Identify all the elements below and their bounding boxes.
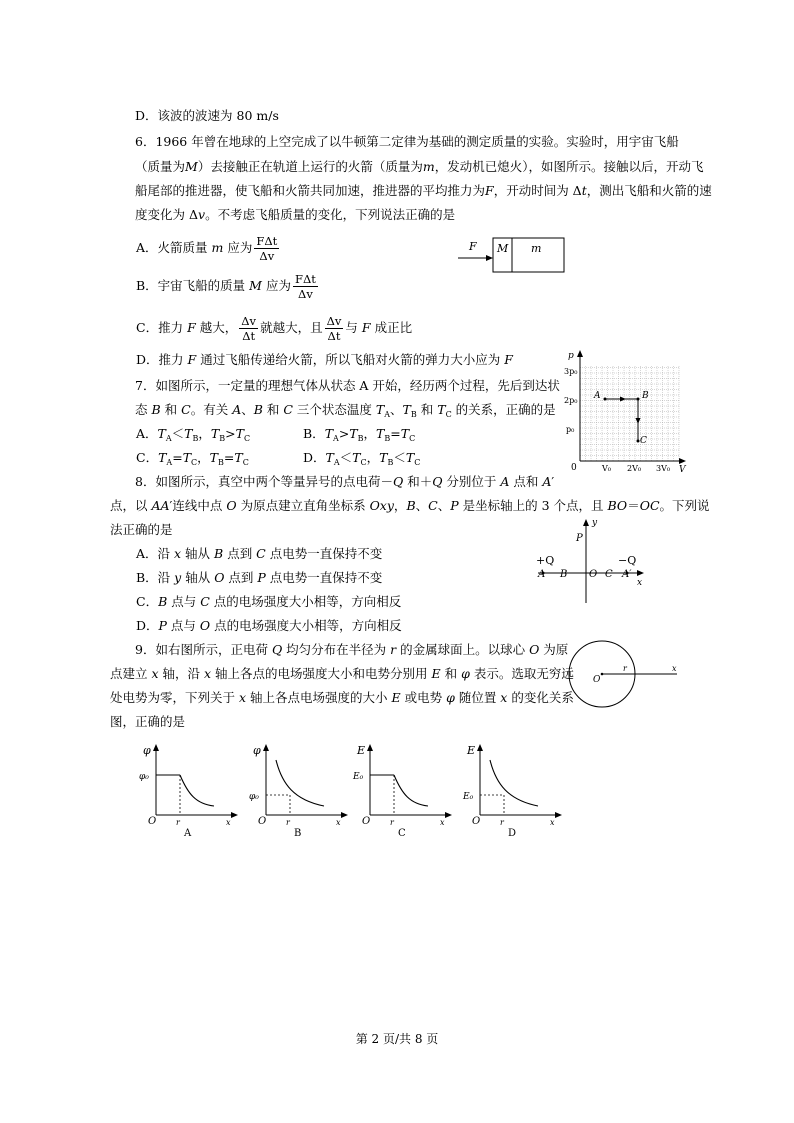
p-axis-label: p xyxy=(568,351,574,361)
minus-q-label: −Q xyxy=(618,554,637,567)
b-label: B xyxy=(560,569,568,580)
r-label: r xyxy=(500,818,504,827)
y-axis-arrow xyxy=(263,744,269,751)
curve-decay xyxy=(276,760,324,806)
q6-line4: 度变化为 Δv。不考虑飞船质量的变化，下列说法正确的是 xyxy=(135,207,456,222)
x-axis-arrow xyxy=(445,812,452,818)
y-label: y xyxy=(592,518,598,528)
origin-label: O xyxy=(148,816,157,827)
x-axis-arrow xyxy=(637,570,644,576)
q8-option-c: C．B 点与 C 点的电场强度大小相等，方向相反 xyxy=(136,594,402,609)
q7-line1: 7．如图所示，一定量的理想气体从状态 A 开始，经历两个过程，先后到达状 xyxy=(135,378,560,393)
graph-label: C xyxy=(398,828,406,839)
process-bc-arrow xyxy=(636,418,641,424)
curve-decay xyxy=(490,760,538,806)
a-label: A xyxy=(538,569,546,580)
x-label: x xyxy=(336,818,341,827)
q8-line3: 法正确的是 xyxy=(110,522,173,537)
tick-3v0: 3V₀ xyxy=(656,464,671,473)
q7-option-b: B．$T_A>T_B$，$T_B=T_C$ xyxy=(303,426,416,443)
page-footer: 第 2 页/共 8 页 xyxy=(355,1032,439,1046)
x-label: x xyxy=(550,818,555,827)
x-axis-arrow xyxy=(341,812,348,818)
a-prime-label: A′ xyxy=(622,569,632,580)
x-label: x xyxy=(672,664,677,673)
fraction: $\frac{\Delta v}{\Delta t}$ xyxy=(326,314,342,343)
mark-label: φ₀ xyxy=(249,792,259,802)
process-ab-arrow xyxy=(620,397,626,402)
answer-graph-a xyxy=(138,742,248,840)
fraction: $\frac{\text{FΔt}}{\Delta v}$ xyxy=(294,272,316,301)
y-axis-arrow xyxy=(583,519,589,526)
q8-figure-charges xyxy=(530,515,650,607)
q7-figure-pv-diagram xyxy=(560,348,690,474)
x-axis-arrow xyxy=(231,812,238,818)
mark-label: E₀ xyxy=(463,792,474,802)
y-label: E xyxy=(467,744,476,757)
x-label: x xyxy=(440,818,445,827)
plus-q-label: +Q xyxy=(536,554,555,567)
p-label: P xyxy=(576,533,583,544)
tick-2v0: 2V₀ xyxy=(627,464,642,473)
q9-line2: 点建立 x 轴，沿 x 轴上各点的电场强度大小和电势分别用 E 和 φ 表示。选取无穷远 xyxy=(110,666,574,681)
tick-v0: V₀ xyxy=(602,464,611,473)
r-label: r xyxy=(390,818,394,827)
state-b-label: B xyxy=(642,391,649,401)
q6-option-d: D．推力 F 通过飞船传递给火箭，所以飞船对火箭的弹力大小应为 F xyxy=(136,352,513,367)
o-label: O xyxy=(593,675,601,685)
fraction: $\frac{\Delta v}{\Delta t}$ xyxy=(241,314,257,343)
v-axis-label: V xyxy=(679,465,686,474)
x-axis-arrow xyxy=(555,812,562,818)
y-label: E xyxy=(357,744,366,757)
r-label: r xyxy=(286,818,290,827)
q6-option-b: B．宇宙飞船的质量 M 应为 $\frac{\text{FΔt}}{\Delta v}$ xyxy=(136,272,316,301)
origin-label: O xyxy=(472,816,481,827)
q8-option-b: B．沿 y 轴从 O 点到 P 点电势一直保持不变 xyxy=(136,570,383,585)
q9-line4: 图，正确的是 xyxy=(110,714,186,729)
force-arrow-head xyxy=(486,255,493,261)
spaceship-label: M xyxy=(497,242,509,255)
rocket-label: m xyxy=(531,242,542,255)
answer-graph-d xyxy=(462,742,572,840)
graph-label: A xyxy=(184,828,192,839)
y-axis-arrow xyxy=(477,744,483,751)
q7-line2: 态 B 和 C。有关 A、B 和 C 三个状态温度 $T_A$、$T_B$ 和 $T_C$ 的关系，正确的是 xyxy=(135,402,556,419)
q7-option-a: A．$T_A<T_B$，$T_B>T_C$ xyxy=(136,426,251,443)
q8-line1: 8．如图所示，真空中两个等量异号的点电荷－Q 和＋Q 分别位于 A 点和 A′ xyxy=(135,474,555,489)
tick-3p0: 3p₀ xyxy=(564,367,578,376)
q8-line2: 点，以 AA′连线中点 O 为原点建立直角坐标系 Oxy，B、C、P 是坐标轴上的 3 个点，且 BO＝OC。下列说 xyxy=(110,498,710,513)
q8-option-a: A．沿 x 轴从 B 点到 C 点电势一直保持不变 xyxy=(136,546,383,561)
q9-line3: 处电势为零，下列关于 x 轴上各点电场强度的大小 E 或电势 φ 随位置 x 的变化关系 xyxy=(110,690,574,705)
graph-label: D xyxy=(508,828,517,839)
y-axis-arrow xyxy=(153,744,159,751)
c-label: C xyxy=(605,569,613,580)
force-label: F xyxy=(469,240,477,253)
q6-line1: 6．1966 年曾在地球的上空完成了以牛顿第二定律为基础的测定质量的实验。实验时，用宇宙飞船 xyxy=(135,134,679,149)
answer-graph-c xyxy=(352,742,462,840)
v-axis-arrow xyxy=(679,458,686,464)
state-c-label: C xyxy=(640,436,647,446)
y-label: φ xyxy=(143,744,151,757)
q8-option-d: D．P 点与 O 点的电场强度大小相等，方向相反 xyxy=(136,618,402,633)
fraction: $\frac{\text{FΔt}}{\Delta v}$ xyxy=(256,234,278,263)
tick-2p0: 2p₀ xyxy=(564,396,578,405)
origin-label: O xyxy=(258,816,267,827)
origin-label: O xyxy=(362,816,371,827)
q6-line2: （质量为M）去接触正在轨道上运行的火箭（质量为m，发动机已熄火），如图所示。接触以后，开动飞 xyxy=(135,159,704,174)
q7-option-c: C．$T_A=T_C$，$T_B=T_C$ xyxy=(136,450,249,467)
y-axis-arrow xyxy=(367,744,373,751)
tick-p0: p₀ xyxy=(566,425,575,434)
q6-line3: 船尾部的推进器，使飞船和火箭共同加速，推进器的平均推力为F，开动时间为 Δt，测出飞船和火箭的速 xyxy=(135,183,712,198)
state-a-label: A xyxy=(594,391,601,401)
q6-option-a: A．火箭质量 m 应为 $\frac{\text{FΔt}}{\Delta v}$ xyxy=(136,234,278,263)
q5-option-d: D．该波的波速为 80 m/s xyxy=(135,108,279,123)
mark-label: φ₀ xyxy=(139,772,149,782)
r-label: r xyxy=(176,818,180,827)
o-label: O xyxy=(589,569,598,580)
curve-decay xyxy=(394,775,428,806)
x-label: x xyxy=(637,578,643,588)
answer-graph-b xyxy=(248,742,358,840)
curve-decay xyxy=(180,775,214,806)
q9-line1: 9．如右图所示，正电荷 Q 均匀分布在半径为 r 的金属球面上。以球心 O 为原 xyxy=(135,642,569,657)
r-label: r xyxy=(623,664,627,673)
center-point xyxy=(601,673,604,676)
graph-label: B xyxy=(294,828,302,839)
q7-option-d: D．$T_A<T_C$，$T_B<T_C$ xyxy=(303,450,421,467)
origin-label: 0 xyxy=(571,463,577,473)
y-label: φ xyxy=(253,744,261,757)
q6-option-c: C．推力 F 越大， $\frac{\Delta v}{\Delta t}$ 就越大，且 $\frac{\Delta v}{\Delta t}$ 与 F 成正比 xyxy=(136,314,413,343)
q9-figure-sphere xyxy=(565,636,685,712)
grid xyxy=(580,366,680,461)
p-axis-arrow xyxy=(577,350,583,357)
q6-figure-rocket xyxy=(455,232,570,276)
x-label: x xyxy=(226,818,231,827)
mark-label: E₀ xyxy=(353,772,364,782)
